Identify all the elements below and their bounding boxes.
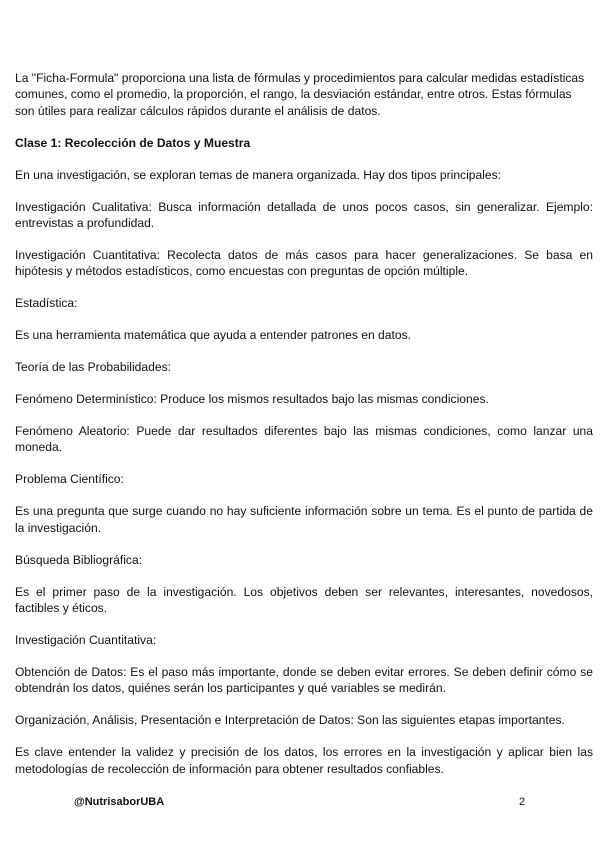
paragraph-conclusion: Es clave entender la validez y precisión de los datos, los errores en la investigación y aplicar bien las metodologías de recolección de información para obtener resultados confiables. [15, 745, 593, 776]
page-content [15, 70, 593, 793]
paragraph-data-collection: Obtención de Datos: Es el paso más importante, donde se deben evitar errores. Se deben definir cómo se obtendrán los datos, quiénes serán los participantes y qué variables se medirán. [15, 664, 593, 696]
section-title: Clase 1: Recolección de Datos y Muestra [15, 135, 251, 150]
heading-scientific-problem: Problema Científico: [15, 472, 124, 487]
footer-handle: @NutrisaborUBA [74, 796, 165, 808]
paragraph-deterministic: Fenómeno Determinístico: Produce los mismos resultados bajo las mismas condiciones. [15, 392, 489, 407]
paragraph-random: Fenómeno Aleatorio: Puede dar resultados diferentes bajo las mismas condiciones, como lanzar una moneda. [15, 424, 593, 455]
heading-quantitative-research: Investigación Cuantitativa: [15, 632, 157, 647]
page-number: 2 [519, 796, 526, 808]
paragraph-data-stages: Organización, Análisis, Presentación e Interpretación de Datos: Son las siguientes etapas importantes. [15, 713, 565, 728]
intro-paragraph: La "Ficha-Formula" proporciona una lista de fórmulas y procedimientos para calcular medidas estadísticas comunes, como el promedio, la proporción, el rango, la desviación estándar, entre otros. Estas fórmulas son útiles para realizar cálculos rápidos durante el análisis de datos. [15, 71, 585, 118]
heading-bibliographic-search: Búsqueda Bibliográfica: [15, 552, 143, 567]
paragraph-bibliographic-search: Es el primer paso de la investigación. Los objetivos deben ser relevantes, interesantes, novedosos, factibles y éticos. [15, 584, 593, 615]
heading-statistics: Estadística: [15, 296, 78, 311]
paragraph-statistics: Es una herramienta matemática que ayuda a entender patrones en datos. [15, 328, 411, 343]
paragraph-types-intro: En una investigación, se exploran temas de manera organizada. Hay dos tipos principales: [15, 167, 502, 182]
paragraph-quantitative: Investigación Cuantitativa: Recolecta datos de más casos para hacer generalizaciones. Se basa en hipótesis y métodos estadísticos, como encuestas con preguntas de opción múltiple. [15, 247, 593, 279]
paragraph-qualitative: Investigación Cualitativa: Busca información detallada de unos pocos casos, sin generalizar. Ejemplo: entrevistas a profundidad. [15, 199, 593, 230]
paragraph-scientific-problem: Es una pregunta que surge cuando no hay suficiente información sobre un tema. Es el punto de partida de la investigación. [15, 504, 593, 535]
heading-probability: Teoría de las Probabilidades: [15, 360, 171, 375]
